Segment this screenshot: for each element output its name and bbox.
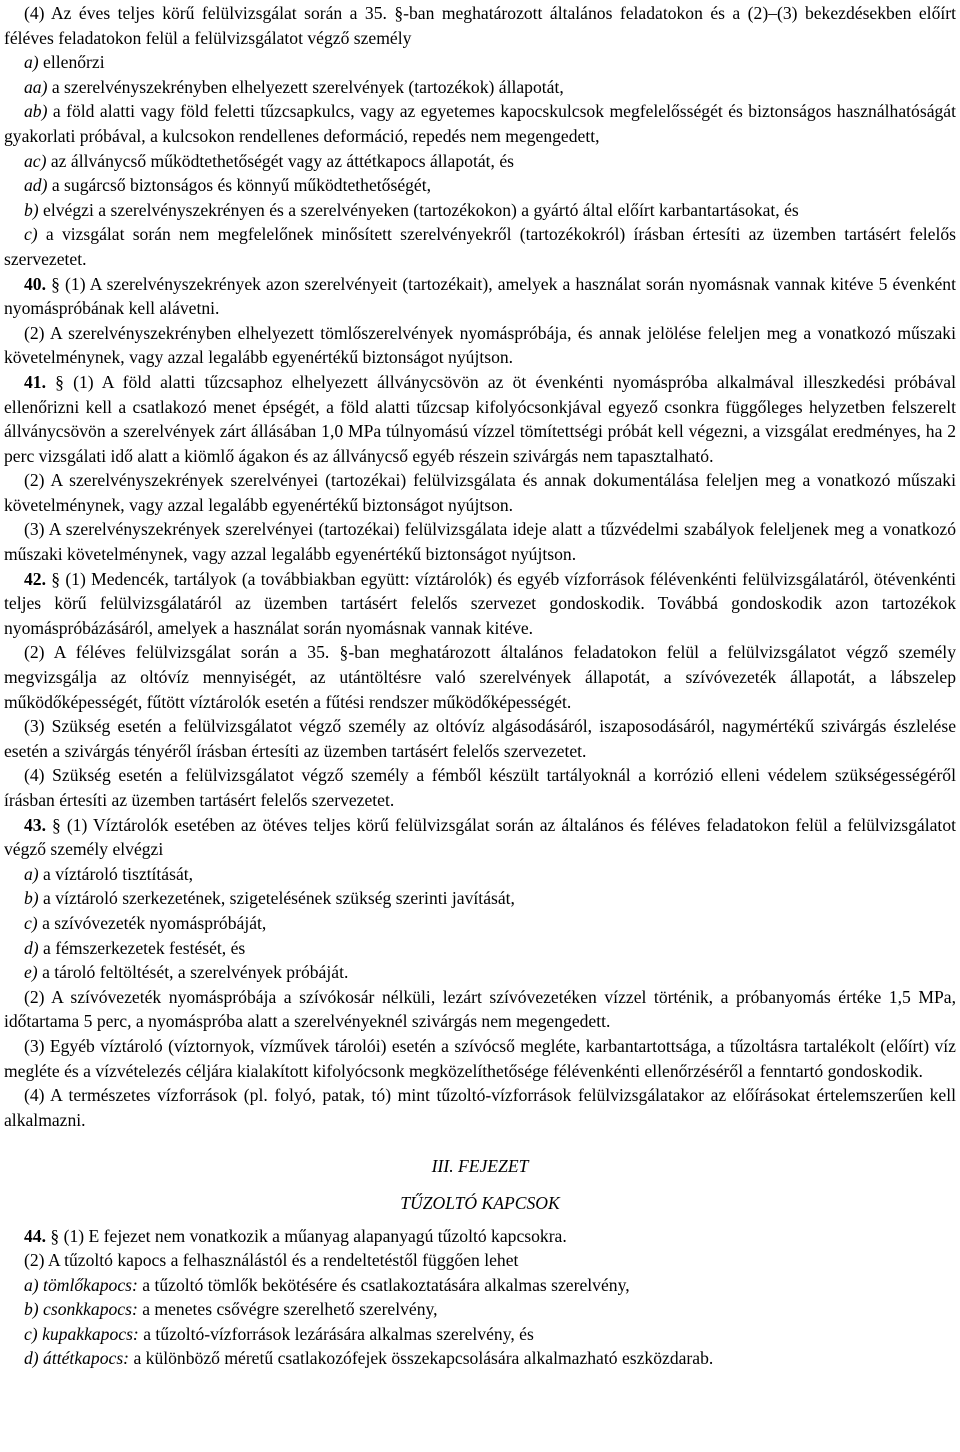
- list-marker: ad): [24, 175, 48, 196]
- paragraph: [4, 763, 956, 812]
- list-marker: a): [24, 863, 39, 884]
- paragraph-text: a föld alatti vagy föld feletti tűzcsapkulcs, vagy az egyetemes kapocskulcsok megfelelősségét és biztonságos használhatóságát gyakorlati próbával, a kulcsokon rendellenes deformáció, repedés nem megengedett,: [4, 101, 956, 146]
- paragraph-text: (2) A szerelvényszekrényben elhelyezett tömlőszerelvények nyomáspróbája, és annak jelölése feleljen meg a vonatkozó műszaki követelménynek, vagy azzal legalább egyenértékű biztonságot nyújtson.: [4, 322, 956, 368]
- list-marker: b): [24, 888, 39, 909]
- paragraph: [4, 272, 956, 321]
- paragraph-text: (3) Szükség esetén a felülvizsgálatot végző személy az oltóvíz algásodásáról, iszaposodásáról, nagymértékű szivárgás észlelése esetén a szivárgás tényéről írásban értesíti az üzemben tartásért felelős szervezetet.: [4, 716, 956, 761]
- paragraph-text: (3) Egyéb víztároló (víztornyok, vízművek tárolói) esetén a szívócső megléte, karbantartottsága, a tűzoltásra tartalékolt (előírt) víz megléte és a vízvételezés céljára kialakított kifolyócsonk megközelíthetősége félévenkénti ellenőrzéséről a fenntartó gondoskodik.: [4, 1035, 956, 1081]
- list-marker: ac): [24, 150, 47, 171]
- list-marker: c) kupakkapocs:: [24, 1323, 139, 1344]
- paragraph: [4, 567, 956, 641]
- paragraph-text: a fémszerkezetek festését, és: [38, 937, 246, 958]
- paragraph-text: § (1) A szerelvényszekrények azon szerelvényeit (tartozékait), amelyek a használat során nyomásnak vannak kitéve 5 évenként nyomáspróbának kell alávetni.: [4, 273, 956, 319]
- paragraph: [4, 1083, 956, 1132]
- paragraph: [4, 862, 956, 887]
- paragraph-text: § (1) Medencék, tartályok (a továbbiakban együtt: víztárolók) és egyéb vízforrások félévenkénti felülvizsgálatáról, ötévenkénti teljes körű felülvizsgálatáról az üzemben tartásért felelős szervezet gondoskodik. Továbbá gondoskodik azon tartozékok nyomáspróbázásáról, amelyek a használat során nyomásnak vannak kitéve.: [4, 568, 956, 638]
- paragraph: [4, 198, 956, 223]
- paragraph: [4, 985, 956, 1034]
- paragraph-text: a sugárcső biztonságos és könnyű működtethetőségét,: [47, 175, 432, 196]
- paragraph: [4, 1, 956, 50]
- paragraph-text: (2) A szerelvényszekrények szerelvényei (tartozékai) felülvizsgálata és annak dokumentálása feleljen meg a vonatkozó műszaki követelménynek, vagy azzal legalább egyenértékű biztonságot nyújtson.: [4, 470, 956, 515]
- paragraph-text: a különböző méretű csatlakozófejek összekapcsolására alkalmazható eszközdarab.: [129, 1348, 714, 1369]
- section-number: 44.: [24, 1225, 46, 1246]
- paragraph-text: a vizsgálat során nem megfelelőnek minősített szerelvényekről (tartozékokról) írásban értesíti az üzemben tartásért felelős szervezetet.: [4, 224, 956, 269]
- paragraph-text: a tűzoltó-vízforrások lezárására alkalmas szerelvény, és: [138, 1323, 534, 1344]
- list-marker: e): [24, 962, 38, 983]
- list-marker: d) áttétkapocs:: [24, 1348, 130, 1369]
- list-marker: a): [24, 52, 39, 73]
- list-marker: c): [24, 912, 38, 933]
- paragraph: [4, 173, 956, 198]
- paragraph-text: III. FEJEZET: [431, 1156, 529, 1177]
- paragraph-text: (3) A szerelvényszekrények szerelvényei (tartozékai) felülvizsgálata ideje alatt a tűzvédelmi szabályok feleljenek meg a vonatkozó műszaki követelménynek, vagy azzal legalább egyenértékű biztonságot nyújtson.: [4, 519, 956, 565]
- paragraph: [4, 321, 956, 370]
- list-marker: c): [24, 224, 38, 245]
- paragraph: [4, 1346, 956, 1371]
- paragraph: [4, 370, 956, 468]
- paragraph-text: a víztároló szerkezetének, szigetelésének szükség szerinti javítását,: [38, 888, 515, 909]
- paragraph-text: TŰZOLTÓ KAPCSOK: [400, 1192, 560, 1213]
- paragraph: [4, 50, 956, 75]
- paragraph: [4, 886, 956, 911]
- paragraph-text: elvégzi a szerelvényszekrényen és a szerelvényeken (tartozékokon) a gyártó által előírt karbantartásokat, és: [38, 199, 799, 220]
- section-number: 42.: [24, 568, 46, 589]
- paragraph: [4, 517, 956, 566]
- paragraph: [4, 640, 956, 714]
- paragraph-text: a szívóvezeték nyomáspróbáját,: [37, 912, 267, 933]
- section-number: 41.: [24, 371, 46, 392]
- list-marker: b): [24, 199, 39, 220]
- paragraph: [4, 960, 956, 985]
- paragraph: [4, 1297, 956, 1322]
- paragraph: [4, 1034, 956, 1083]
- section-number: 40.: [24, 273, 46, 294]
- paragraph-text: a menetes csővégre szerelhető szerelvény,: [137, 1299, 438, 1320]
- paragraph: [4, 936, 956, 961]
- paragraph-text: § (1) Víztárolók esetében az ötéves teljes körű felülvizsgálat során az általános és féléves feladatokon felül a felülvizsgálatot végző személy elvégzi: [4, 814, 956, 860]
- paragraph-text: a tároló feltöltését, a szerelvények próbáját.: [37, 962, 349, 983]
- list-marker: aa): [24, 76, 48, 97]
- paragraph-text: § (1) E fejezet nem vonatkozik a műanyag alapanyagú tűzoltó kapcsokra.: [46, 1225, 567, 1246]
- paragraph: [4, 1224, 956, 1249]
- paragraph-text: az állványcső működtethetőségét vagy az áttétkapocs állapotát, és: [46, 150, 514, 171]
- paragraph-text: (2) A szívóvezeték nyomáspróbája a szívókosár nélküli, lezárt szívóvezetéken vízzel történik, a próbanyomás értéke 1,5 MPa, időtartama 5 perc, a nyomáspróba alatt a szerelvényeknél szivárgás nem megengedett.: [4, 986, 956, 1032]
- paragraph: [4, 99, 956, 148]
- paragraph: [4, 1322, 956, 1347]
- paragraph-text: ellenőrzi: [38, 52, 105, 73]
- list-marker: d): [24, 937, 39, 958]
- list-marker: a) tömlőkapocs:: [24, 1274, 138, 1295]
- paragraph: [4, 1273, 956, 1298]
- paragraph-text: (2) A féléves felülvizsgálat során a 35. §-ban meghatározott általános feladatokon felül a felülvizsgálatot végző személy megvizsgálja az oltóvíz mennyiségét, az utántöltésre való szerelvények állapotát, a szívóvezeték állapotát, a lábszelep működőképességét, fűtött víztárolók esetén a fűtési rendszer működőképességét.: [4, 642, 956, 712]
- paragraph: [4, 1248, 956, 1273]
- paragraph-text: § (1) A föld alatti tűzcsaphoz elhelyezett állványcsövön az öt évenkénti nyomáspróba alkalmával illeszkedési próbával ellenőrizni kell a csatlakozó menet épségét, a föld alatti tűzcsap kifolyócsonkjával egyező csonkra függőleges helyzetben felszerelt állványcsövön a szerelvények zárt állásában 1,0 MPa túlnyomású vízzel tömítettségi próbát kell végezni, a vizsgálat eredményes, ha 2 perc vizsgálati idő alatt a kiömlő ágakon és az állványcső egyéb részein szivárgás nem tapasztalható.: [4, 371, 956, 466]
- paragraph-text: (4) Az éves teljes körű felülvizsgálat során a 35. §-ban meghatározott általános feladatokon és a (2)–(3) bekezdésekben előírt féléves feladatokon felül a felülvizsgálatot végző személy: [4, 3, 956, 48]
- paragraph-text: a tűzoltó tömlők bekötésére és csatlakoztatására alkalmas szerelvény,: [137, 1274, 630, 1295]
- paragraph: [4, 714, 956, 763]
- paragraph: [4, 813, 956, 862]
- section-number: 43.: [24, 814, 46, 835]
- paragraph: [4, 911, 956, 936]
- paragraph-text: (4) A természetes vízforrások (pl. folyó, patak, tó) mint tűzoltó-vízforrások felülvizsgálatakor az előírásokat értelemszerűen kell alkalmazni.: [4, 1085, 956, 1130]
- list-marker: b) csonkkapocs:: [24, 1299, 138, 1320]
- paragraph: [4, 75, 956, 100]
- paragraph: [4, 222, 956, 271]
- paragraph: [4, 468, 956, 517]
- paragraph-text: a szerelvényszekrényben elhelyezett szerelvények (tartozékok) állapotát,: [47, 76, 564, 97]
- chapter-heading: [4, 1154, 956, 1179]
- list-marker: ab): [24, 101, 48, 122]
- chapter-heading: [4, 1191, 956, 1216]
- paragraph-text: (4) Szükség esetén a felülvizsgálatot végző személy a fémből készült tartályoknál a korrózió elleni védelem szükségességéről írásban értesíti az üzemben tartásért felelős szervezetet.: [4, 765, 956, 810]
- paragraph-text: a víztároló tisztítását,: [38, 863, 194, 884]
- paragraph-text: (2) A tűzoltó kapocs a felhasználástól és a rendeltetéstől függően lehet: [24, 1250, 519, 1271]
- paragraph: [4, 149, 956, 174]
